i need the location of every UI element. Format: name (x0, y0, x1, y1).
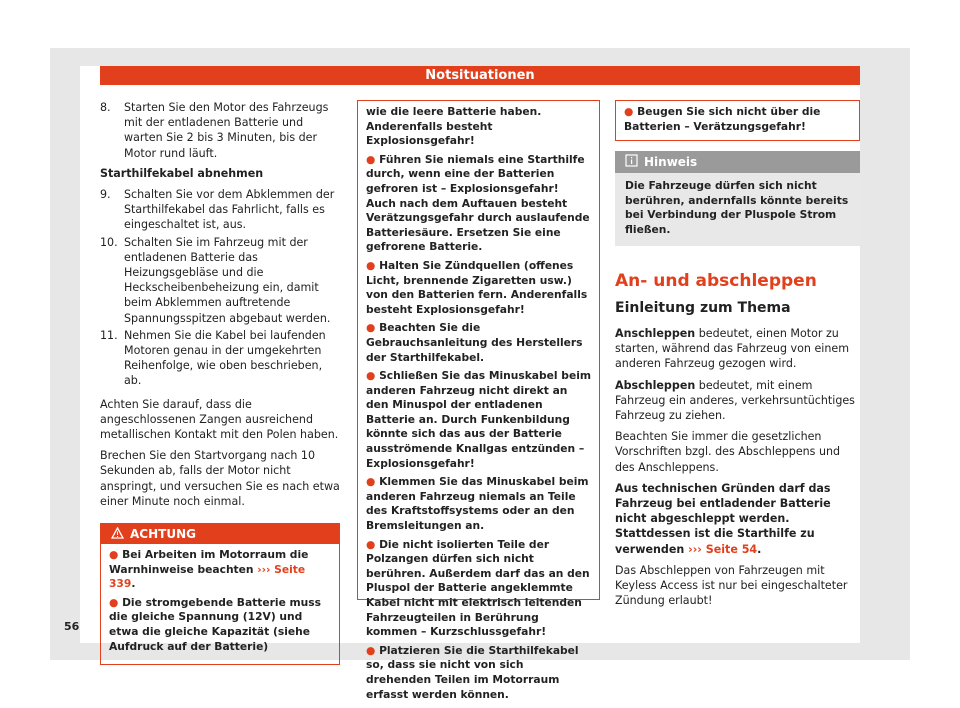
warning-bullet-text: Klemmen Sie das Minuskabel beim anderen Fahrzeug niemals an Teile des Kraftstoffsystems oder an den Bremsleitungen an. (366, 475, 589, 533)
warning-box (100, 523, 340, 665)
warning-bullet-text: Die nicht isolierten Teile der Polzangen dürfen sich nicht berühren. Außerdem darf das an den Pluspol der Batterie angeklemmte Kabel nicht mit elektrisch leitenden Fahrzeugteilen in Berührung kommen – Kurzschlussgefahr! (366, 537, 590, 639)
note-header (615, 151, 860, 173)
page-number: 56 (64, 620, 80, 633)
warning-body (101, 544, 339, 664)
paragraph-keyless: Das Abschleppen von Fahrzeugen mit Keyless Access ist nur bei eingeschalteter Zündung erlaubt! (615, 563, 848, 608)
warning-bullet (366, 153, 591, 255)
info-icon (625, 152, 638, 174)
paragraph-abschleppen (615, 378, 860, 424)
bullet-dot-icon: ● (366, 369, 376, 383)
warning-box-end (615, 100, 860, 141)
bullet-dot-icon: ● (366, 258, 376, 272)
step-number: 11. (100, 328, 118, 342)
warning-bullet-text: Beachten Sie die Gebrauchsanleitung des Herstellers der Starthilfekabel. (366, 321, 583, 364)
column-left (100, 100, 340, 665)
warning-title: ACHTUNG (130, 527, 196, 542)
step-10 (100, 235, 340, 326)
warning-bullet (624, 105, 851, 134)
bullet-dot-icon: ● (366, 537, 376, 551)
page-link[interactable]: ››› Seite 339 (109, 562, 306, 591)
step-text: Starten Sie den Motor des Fahrzeugs mit der entladenen Batterie und warten Sie 2 bis 3 Minuten, bis der Motor rund läuft. (124, 101, 329, 160)
warning-bullet-text: Platzieren Sie die Starthilfekabel so, dass sie nicht von sich drehenden Teilen im Motorraum erfasst werden können. (366, 643, 579, 701)
bullet-dot-icon: ● (366, 475, 376, 489)
warning-bullet-text: Bei Arbeiten im Motorraum die Warnhinweise beachten (109, 548, 309, 576)
step-text: Schalten Sie im Fahrzeug mit der entladenen Batterie das Heizungsgebläse und die Heckscheibenbeheizung ein, damit beim Abklemmen auftretende Spannungsspitzen abgebaut werden. (124, 235, 331, 325)
bullet-dot-icon: ● (366, 152, 376, 166)
warning-bullet-text: Führen Sie niemals eine Starthilfe durch, wenn eine der Batterien gefroren ist – Explosionsgefahr! Auch nach dem Auftauen besteht Verätzungsgefahr durch auslaufende Batteriesäure. Ersetzen Sie eine gefrorene Batterie. (366, 152, 590, 254)
warning-bullet (366, 644, 591, 702)
subheading-remove-cables: Starthilfekabel abnehmen (100, 166, 264, 180)
term: Anschleppen (615, 326, 696, 340)
warning-bullet (366, 259, 591, 317)
bullet-dot-icon: ● (624, 105, 634, 118)
paragraph-abort-start: Brechen Sie den Startvorgang nach 10 Sekunden ab, falls der Motor nicht anspringt, und versuchen Sie es nach etwa einer Minute noch einmal. (100, 449, 340, 508)
warning-bullet (366, 538, 591, 640)
warning-bullet (366, 475, 591, 533)
paragraph-technical (615, 481, 860, 557)
note-box (615, 151, 860, 245)
chapter-heading: An- und abschleppen (615, 270, 817, 291)
bullet-dot-icon: ● (109, 548, 119, 562)
step-text: Nehmen Sie die Kabel bei laufenden Motoren genau in der umgekehrten Reihenfolge, wie oben beschrieben, ab. (124, 328, 326, 388)
term: Abschleppen (615, 378, 696, 392)
page-link[interactable]: ››› Seite 54 (688, 542, 758, 556)
warning-bullet (366, 321, 591, 365)
step-8 (100, 100, 340, 161)
paragraph-contact: Achten Sie darauf, dass die angeschlossenen Zangen ausreichend metallischen Kontakt mit den Polen haben. (100, 397, 339, 442)
warning-bullet (109, 596, 331, 654)
definition: bedeutet, einen Motor zu starten, während das Fahrzeug von einem anderen Fahrzeug gezogen wird. (615, 326, 850, 371)
warning-triangle-icon (111, 525, 124, 545)
warning-header (101, 524, 339, 544)
note-body: Die Fahrzeuge dürfen sich nicht berühren, andernfalls könnte bereits bei Verbindung der Pluspole Strom fließen. (615, 173, 860, 245)
column-right (615, 100, 860, 614)
punctuation: . (131, 577, 136, 591)
note-title: Hinweis (644, 155, 698, 170)
punctuation: . (757, 542, 762, 556)
warning-bullet (366, 369, 591, 471)
warning-bullet-text: Halten Sie Zündquellen (offenes Licht, brennende Zigaretten usw.) von den Batterien fern. Anderenfalls besteht Explosionsgefahr! (366, 258, 588, 316)
warning-bullet-text: Schließen Sie das Minuskabel beim anderen Fahrzeug nicht direkt an den Minuspol der entladenen Batterie an. Durch Funkenbildung könnte sich das aus der Batterie ausströmende Knallgas entzünden – Explosionsgefahr! (366, 369, 591, 470)
step-number: 10. (100, 235, 118, 249)
bullet-dot-icon: ● (109, 595, 119, 609)
column-middle (357, 100, 600, 701)
warning-intro: wie die leere Batterie haben. Anderenfalls besteht Explosionsgefahr! (366, 105, 542, 148)
paragraph-regulations: Beachten Sie immer die gesetzlichen Vorschriften bzgl. des Abschleppens und des Anschleppens. (615, 430, 841, 474)
warning-bullet (109, 548, 331, 592)
bold-text: Aus technischen Gründen darf das Fahrzeug bei entladender Batterie nicht abgeschleppt werden. Stattdessen ist die Starthilfe zu verwenden (615, 481, 831, 556)
step-number: 8. (100, 101, 111, 114)
bullet-dot-icon: ● (366, 643, 376, 657)
step-number: 9. (100, 188, 111, 202)
bullet-dot-icon: ● (366, 321, 376, 335)
step-text: Schalten Sie vor dem Abklemmen der Starthilfekabel das Fahrlicht, falls es eingeschaltet ist, aus. (124, 188, 335, 232)
section-heading: Einleitung zum Thema (615, 299, 791, 316)
paragraph-anschleppen (615, 326, 860, 372)
definition: bedeutet, mit einem Fahrzeug ein anderes, verkehrsuntüchtiges Fahrzeug zu ziehen. (615, 378, 855, 422)
warning-bullet-text: Die stromgebende Batterie muss die gleiche Spannung (12V) und etwa die gleiche Kapazität (siehe Aufdruck auf der Batterie) (109, 595, 322, 653)
section-header: Notsituationen (100, 66, 860, 85)
warning-bullet-text: Beugen Sie sich nicht über die Batterien – Verätzungsgefahr! (624, 105, 821, 133)
step-11 (100, 328, 340, 389)
warning-box-continued (357, 100, 600, 701)
step-9 (100, 187, 340, 233)
